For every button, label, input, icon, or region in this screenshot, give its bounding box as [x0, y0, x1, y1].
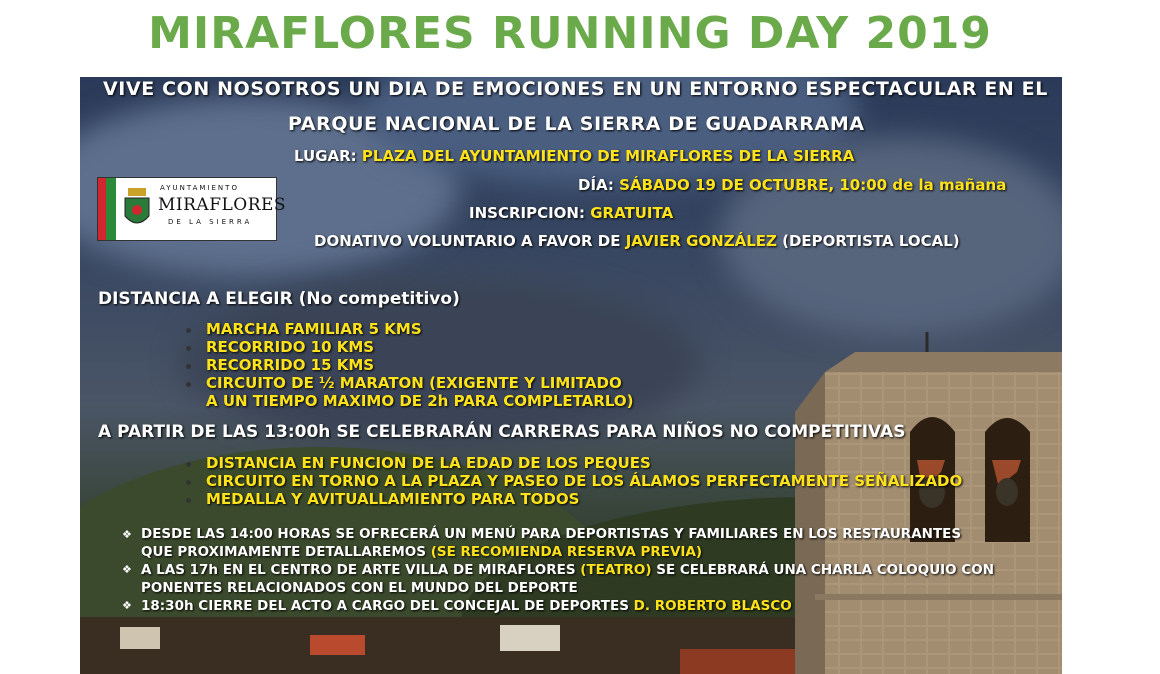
donativo-prefix: DONATIVO VOLUNTARIO A FAVOR DE	[314, 232, 621, 250]
extra-2-line1	[141, 562, 994, 578]
logo-line3: DE LA SIERRA	[168, 218, 253, 226]
distance-item: RECORRIDO 10 KMS	[206, 338, 375, 356]
extra-3-highlight: D. ROBERTO BLASCO	[633, 598, 792, 614]
logo-line1: AYUNTAMIENTO	[160, 184, 239, 192]
headline-line2: PARQUE NACIONAL DE LA SIERRA DE GUADARRAMA	[288, 113, 865, 135]
distances-heading: DISTANCIA A ELEGIR (No competitivo)	[98, 289, 460, 309]
coat-of-arms-icon	[122, 186, 152, 230]
flag-stripe-red	[98, 178, 106, 240]
kids-heading: A PARTIR DE LAS 13:00h SE CELEBRARÁN CARRERAS PARA NIÑOS NO COMPETITIVAS	[98, 422, 906, 442]
house	[500, 625, 560, 651]
extra-2-text: A LAS 17h EN EL CENTRO DE ARTE VILLA DE MIRAFLORES	[141, 562, 576, 578]
lugar-row	[294, 147, 854, 165]
donativo-name: JAVIER GONZÁLEZ	[625, 232, 777, 250]
headline-line1: VIVE CON NOSOTROS UN DIA DE EMOCIONES EN UN ENTORNO ESPECTACULAR EN EL	[103, 78, 1048, 100]
flag-stripe-green	[106, 178, 116, 240]
ayuntamiento-logo	[97, 177, 287, 241]
donativo-row	[314, 232, 960, 250]
distance-item: MARCHA FAMILIAR 5 KMS	[206, 320, 422, 338]
inscripcion-value: GRATUITA	[590, 204, 674, 222]
lugar-label: LUGAR:	[294, 147, 357, 165]
extra-1-line2-text: QUE PROXIMAMENTE DETALLAREMOS	[141, 544, 426, 560]
page-title: MIRAFLORES RUNNING DAY 2019	[148, 8, 992, 59]
inscripcion-label: INSCRIPCION:	[469, 204, 585, 222]
bullet	[186, 480, 191, 485]
extra-1-line1: DESDE LAS 14:00 HORAS SE OFRECERÁ UN MENÚ PARA DEPORTISTAS Y FAMILIARES EN LOS RESTAURANTES	[141, 526, 962, 542]
extra-3-text: 18:30h CIERRE DEL ACTO A CARGO DEL CONCEJAL DE DEPORTES	[141, 598, 629, 614]
logo-line2: MIRAFLORES	[158, 195, 287, 215]
inscripcion-row	[469, 204, 673, 222]
donativo-suffix: (DEPORTISTA LOCAL)	[782, 232, 960, 250]
extra-3	[141, 598, 792, 614]
dia-value: SÁBADO 19 DE OCTUBRE, 10:00 de la mañana	[619, 176, 1007, 194]
diamond-bullet-icon: ❖	[122, 599, 132, 612]
roof	[310, 635, 365, 655]
distance-item-continuation: A UN TIEMPO MAXIMO DE 2h PARA COMPLETARLO)	[206, 392, 634, 410]
extra-2-highlight: (TEATRO)	[580, 562, 652, 578]
bell-tower-illustration	[795, 332, 1062, 674]
extra-2-line2: PONENTES RELACIONADOS CON EL MUNDO DEL DEPORTE	[141, 580, 578, 596]
diamond-bullet-icon: ❖	[122, 563, 132, 576]
extra-1-line2	[141, 544, 702, 560]
bullet	[186, 346, 191, 351]
extra-1-highlight: (SE RECOMIENDA RESERVA PREVIA)	[430, 544, 703, 560]
bullet	[186, 364, 191, 369]
distance-item: RECORRIDO 15 KMS	[206, 356, 375, 374]
kids-item: MEDALLA Y AVITUALLAMIENTO PARA TODOS	[206, 490, 580, 508]
lugar-value: PLAZA DEL AYUNTAMIENTO DE MIRAFLORES DE LA SIERRA	[361, 147, 855, 165]
dia-label: DÍA:	[578, 176, 614, 194]
poster	[80, 77, 1062, 674]
distance-item: CIRCUITO DE ½ MARATON (EXIGENTE Y LIMITADO	[206, 374, 622, 392]
diamond-bullet-icon: ❖	[122, 528, 132, 541]
bullet	[186, 328, 191, 333]
kids-item: DISTANCIA EN FUNCION DE LA EDAD DE LOS PEQUES	[206, 454, 651, 472]
extra-2-suffix: SE CELEBRARÁ UNA CHARLA COLOQUIO CON	[656, 562, 995, 578]
kids-item: CIRCUITO EN TORNO A LA PLAZA Y PASEO DE LOS ÁLAMOS PERFECTAMENTE SEÑALIZADO	[206, 472, 963, 490]
dia-row	[578, 176, 1006, 194]
bullet	[186, 462, 191, 467]
bullet	[186, 498, 191, 503]
bullet	[186, 382, 191, 387]
house	[120, 627, 160, 649]
